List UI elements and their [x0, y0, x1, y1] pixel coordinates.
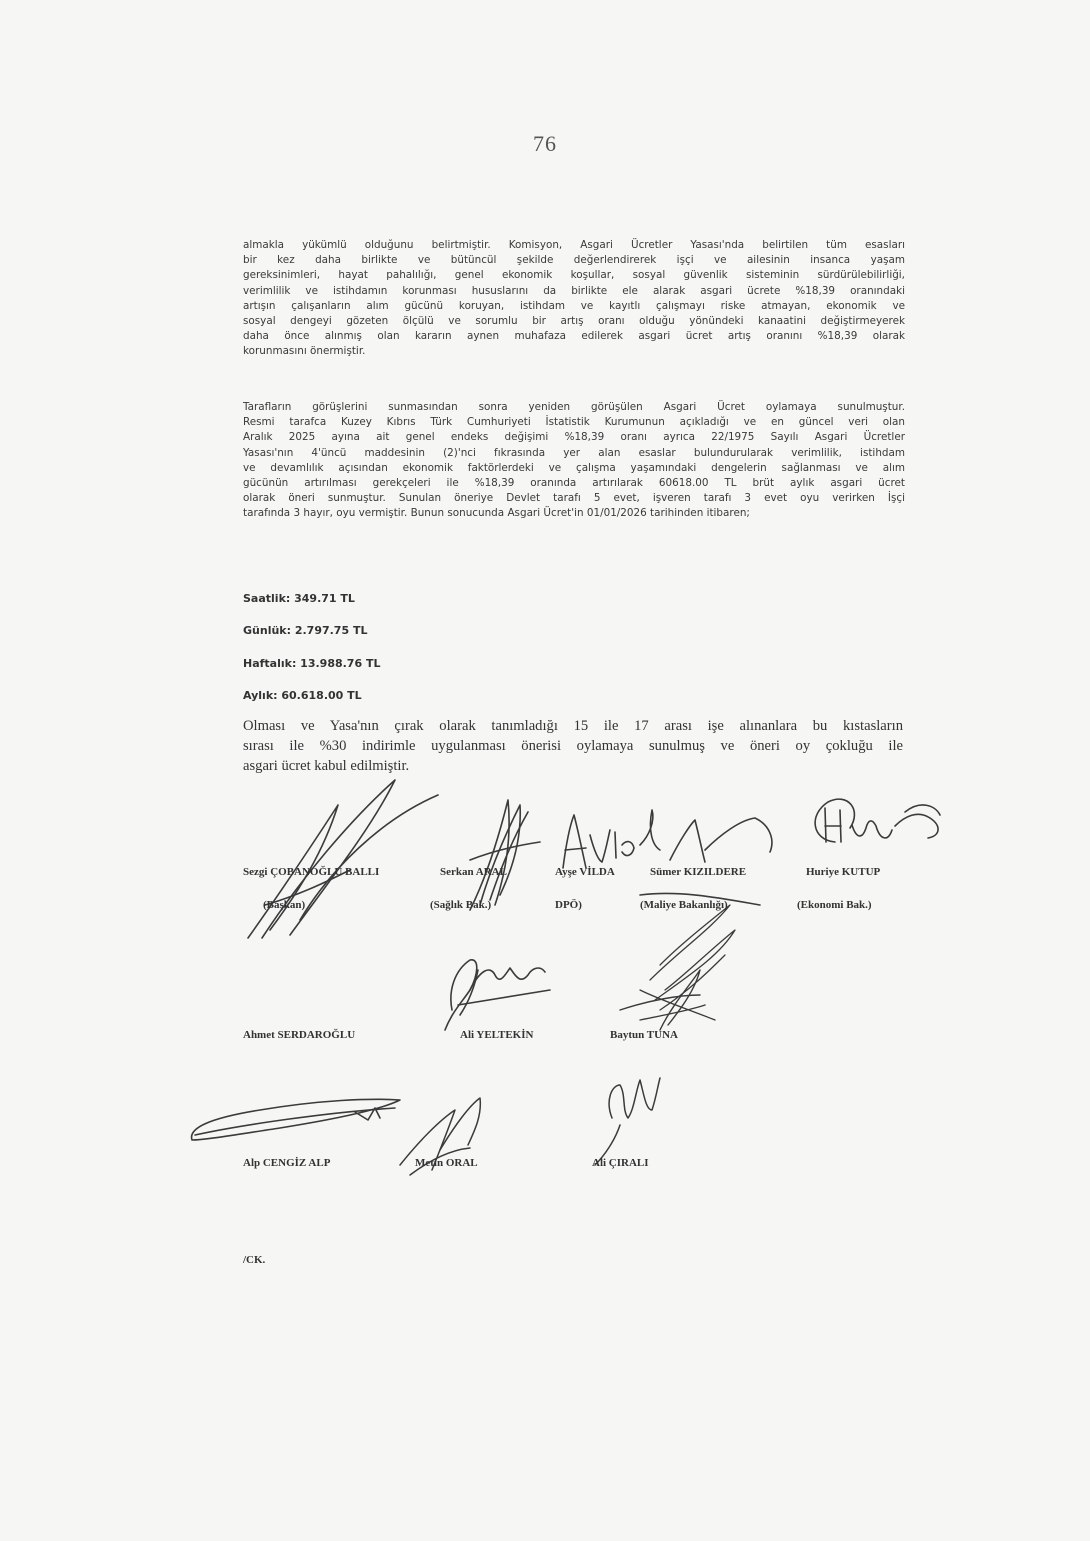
- signature-ayse: [563, 810, 660, 868]
- signatory-role-sezgi: (Başkan): [263, 899, 306, 911]
- signatory-role-huriye: (Ekonomi Bak.): [797, 899, 872, 911]
- text-line: ve devamlılık açısından ekonomik faktörlerdeki ve çalışma yaşamındaki dengelerin sağlanması ve alım: [243, 461, 905, 474]
- text-line: Resmi tarafca Kuzey Kıbrıs Türk Cumhuriyeti İstatistik Kurumunun açıkladığı ve en güncel veri olan: [243, 416, 905, 429]
- signatory-role-sumer: (Maliye Bakanlığı): [640, 899, 728, 911]
- signature-huriye: [815, 799, 940, 842]
- signatory-role-ayse: DPÖ): [555, 899, 582, 911]
- text-line: artışın çalışanların alım gücünü koruyan, istihdam ve kayıtlı çalışmayı riske atmayan, ekonomik ve: [243, 299, 905, 312]
- signature-alp: [192, 1099, 400, 1140]
- signature-serkan: [470, 800, 540, 910]
- signatory-name-ali-cirali: Ali ÇIRALI: [592, 1157, 649, 1169]
- signatory-name-serkan: Serkan ARAL: [440, 866, 507, 878]
- text-line: sosyal dengeyi gözeten ölçülü ve sorumlu bir artış oranı olduğu yönündeki kanaatini değiştirmeyerek: [243, 315, 905, 328]
- wage-hourly: Saatlik: 349.71 TL: [243, 592, 355, 605]
- signatory-name-ali-yeltekin: Ali YELTEKİN: [460, 1029, 534, 1041]
- page-number: 76: [533, 131, 557, 156]
- text-line: korunmasını önermiştir.: [243, 345, 366, 358]
- text-line: tarafında 3 hayır, oyu vermiştir. Bunun sonucunda Asgari Ücret'in 01/01/2026 tarihinden itibaren;: [243, 507, 750, 520]
- footer-initials: /CK.: [243, 1254, 266, 1266]
- signatory-role-serkan: (Sağlık Bak.): [430, 899, 492, 911]
- text-line: Aralık 2025 ayına ait genel endeks değişimi %18,39 oranı ayrıca 22/1975 Sayılı Asgari Ücretler: [243, 431, 905, 444]
- signature-sezgi: [248, 780, 438, 938]
- signature-sumer: [640, 818, 772, 905]
- text-line: gücünün artırılması gerekçeleri ile %18,39 oranında artırılarak 60618.00 TL brüt aylık asgari ücret: [243, 477, 905, 490]
- text-line: verimlilik ve istihdamın korunması hususlarını da birlikte ele alarak asgari ücrete %18,39 oranındaki: [243, 284, 905, 297]
- signature-ali-cirali: [595, 1078, 660, 1165]
- text-line: Yasası'nın 4'üncü maddesinin (2)'nci fıkrasında yer alan esaslar bulundurularak verimlilik, istihdam: [243, 446, 905, 459]
- text-line: gereksinimleri, hayat pahalılığı, genel ekonomik koşullar, sosyal güvenlik sisteminin sürdürülebilirliği,: [243, 269, 905, 282]
- signatory-name-baytun: Baytun TUNA: [610, 1029, 678, 1041]
- signatory-name-metin: Metin ORAL: [415, 1157, 478, 1169]
- paragraph-commission-decision: [243, 238, 905, 360]
- paragraph-vote: [243, 400, 905, 522]
- text-line: Tarafların görüşlerini sunmasından sonra yeniden görüşülen Asgari Ücret oylamaya sunulmuştur.: [243, 401, 905, 413]
- signatory-name-ayse: Ayşe VİLDA: [555, 866, 615, 878]
- signatory-name-ahmet: Ahmet SERDAROĞLU: [243, 1029, 356, 1041]
- text-line: bir kez daha birlikte ve bütüncül şekilde değerlendirerek işçi ve ailesinin insanca yaşam: [243, 254, 905, 267]
- signatory-name-sezgi: Sezgi ÇOBANOĞLU BALLI: [243, 866, 380, 878]
- signatory-name-alp: Alp CENGİZ ALP: [243, 1157, 331, 1169]
- closing-paragraph: [243, 716, 903, 776]
- wage-weekly: Haftalık: 13.988.76 TL: [243, 657, 381, 670]
- text-line: Olması ve Yasa'nın çırak olarak tanımladığı 15 ile 17 arası işe alınanlara bu kıstasların: [243, 718, 903, 734]
- signature-ali-yeltekin: [445, 960, 550, 1030]
- wage-daily: Günlük: 2.797.75 TL: [243, 624, 368, 637]
- signatory-name-sumer: Sümer KIZILDERE: [650, 866, 747, 878]
- text-line: daha önce alınmış olan kararın aynen muhafaza edilerek asgari ücret artış oranını %18,39 olarak: [243, 330, 905, 343]
- wage-monthly: Aylık: 60.618.00 TL: [243, 689, 362, 702]
- signature-baytun: [620, 970, 705, 1030]
- text-line: almakla yükümlü olduğunu belirtmiştir. Komisyon, Asgari Ücretler Yasası'nda belirtilen tüm esasları: [243, 239, 905, 251]
- signatory-name-huriye: Huriye KUTUP: [806, 866, 881, 878]
- signature-sumer-lower: [640, 905, 735, 1020]
- text-line: asgari ücret kabul edilmiştir.: [243, 758, 410, 774]
- text-line: olarak öneri sunmuştur. Sunulan öneriye Devlet tarafı 5 evet, işveren tarafı 3 evet oyu verirken İşçi: [243, 492, 905, 505]
- text-line: sırası ile %30 indirimle uygulanması önerisi oylamaya sunulmuş ve öneri oy çokluğu ile: [243, 738, 903, 754]
